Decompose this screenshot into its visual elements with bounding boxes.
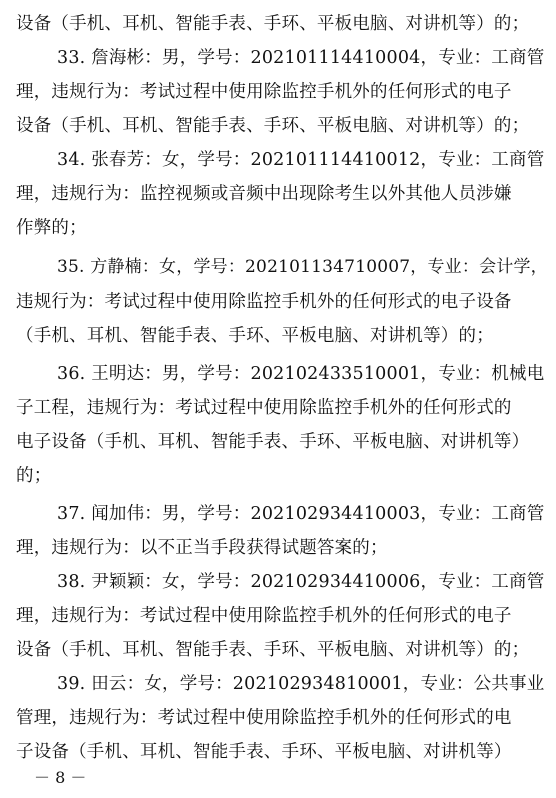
entry-heading: 36. 王明达：男，学号：202102433510001，专业：机械电 xyxy=(57,364,545,384)
text-line: 理，违规行为：考试过程中使用除监控手机外的任何形式的电子 xyxy=(16,82,512,102)
page-number: － 8 － xyxy=(34,768,87,787)
text-line: 作弊的； xyxy=(16,218,87,238)
entry-heading: 38. 尹颖颖：女，学号：202102934410006，专业：工商管 xyxy=(57,572,545,592)
text-line: 子工程，违规行为：考试过程中使用除监控手机外的任何形式的 xyxy=(16,398,512,418)
text-line: 设备（手机、耳机、智能手表、手环、平板电脑、对讲机等）的； xyxy=(16,640,530,660)
entry-heading: 34. 张春芳：女，学号：202101114410012，专业：工商管 xyxy=(57,150,545,170)
entry-heading: 37. 闻加伟：男，学号：202102934410003，专业：工商管 xyxy=(57,504,545,524)
entry-heading: 33. 詹海彬：男，学号：202101114410004，专业：工商管 xyxy=(57,48,545,68)
entry-heading: 39. 田云：女，学号：202102934810001，专业：公共事业 xyxy=(57,674,545,694)
text-line: 子设备（手机、耳机、智能手表、手环、平板电脑、对讲机等） xyxy=(16,742,512,762)
text-line: 的； xyxy=(16,466,52,486)
entry-heading: 35. 方静楠：女，学号：202101134710007，专业：会计学， xyxy=(57,257,548,277)
text-line: 理，违规行为：考试过程中使用除监控手机外的任何形式的电子 xyxy=(16,606,512,626)
text-line: 设备（手机、耳机、智能手表、手环、平板电脑、对讲机等）的； xyxy=(16,14,530,34)
text-line: 设备（手机、耳机、智能手表、手环、平板电脑、对讲机等）的； xyxy=(16,116,530,136)
text-line: 违规行为：考试过程中使用除监控手机外的任何形式的电子设备 xyxy=(16,292,512,312)
text-line: 理，违规行为：监控视频或音频中出现除考生以外其他人员涉嫌 xyxy=(16,184,512,204)
text-line: 理，违规行为：以不正当手段获得试题答案的； xyxy=(16,538,388,558)
text-line: （手机、耳机、智能手表、手环、平板电脑、对讲机等）的； xyxy=(16,326,494,346)
text-line: 管理，违规行为：考试过程中使用除监控手机外的任何形式的电 xyxy=(16,708,512,728)
text-line: 电子设备（手机、耳机、智能手表、手环、平板电脑、对讲机等） xyxy=(16,432,530,452)
